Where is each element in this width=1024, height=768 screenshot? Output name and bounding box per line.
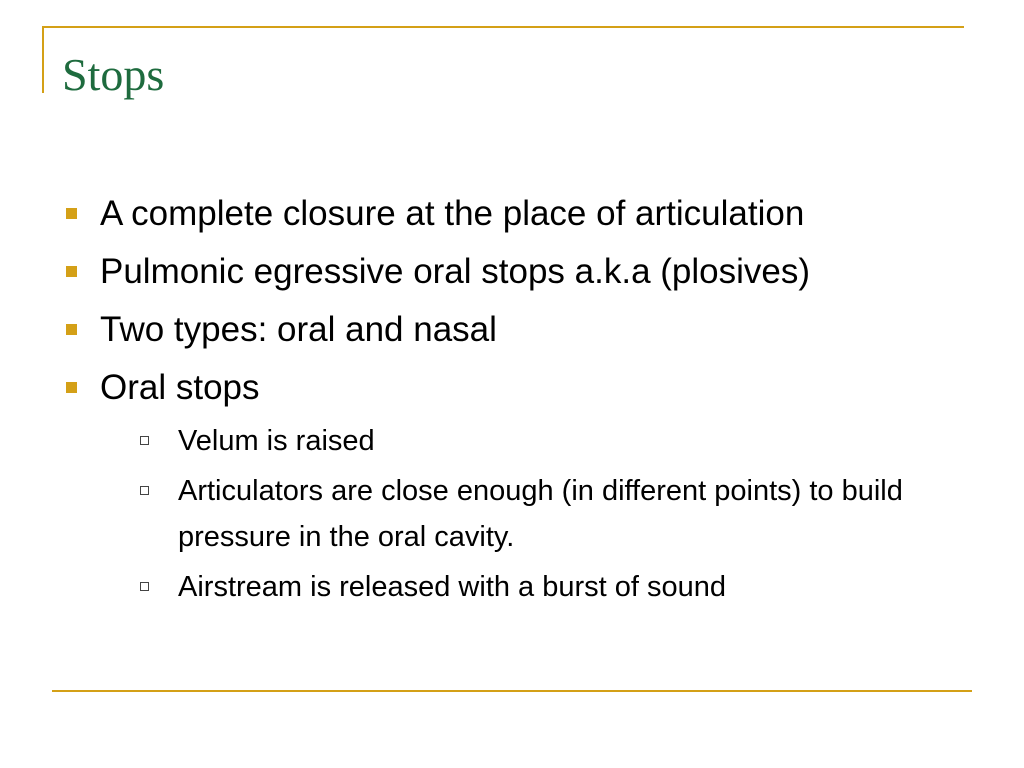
bullet-item	[60, 246, 980, 298]
filled-square-bullet-icon	[66, 208, 77, 219]
filled-square-bullet-icon	[66, 324, 77, 335]
hollow-square-bullet-icon	[140, 486, 149, 495]
bullet-text: Two types: oral and nasal	[100, 310, 497, 349]
slide-title: Stops	[62, 49, 165, 100]
sub-bullet-list	[138, 418, 980, 610]
bullet-list	[60, 188, 980, 616]
bullet-text: Oral stops	[100, 368, 260, 407]
frame-left-rule	[42, 26, 44, 93]
hollow-square-bullet-icon	[140, 582, 149, 591]
bullet-item	[60, 304, 980, 356]
frame-top-rule	[42, 26, 964, 28]
sub-bullet-item	[138, 418, 980, 464]
bullet-item	[60, 188, 980, 240]
bullet-text: Pulmonic egressive oral stops a.k.a (plosives)	[100, 252, 811, 291]
sub-bullet-text: Airstream is released with a burst of sound	[178, 571, 727, 603]
sub-bullet-text: Velum is raised	[178, 425, 375, 457]
frame-bottom-rule	[52, 690, 972, 692]
sub-bullet-item	[138, 564, 980, 610]
bullet-text: A complete closure at the place of articulation	[100, 194, 805, 233]
hollow-square-bullet-icon	[140, 436, 149, 445]
sub-bullet-item	[138, 468, 980, 560]
filled-square-bullet-icon	[66, 382, 77, 393]
filled-square-bullet-icon	[66, 266, 77, 277]
sub-bullet-text: Articulators are close enough (in different points) to build pressure in the oral cavity.	[178, 475, 903, 553]
bullet-item	[60, 362, 980, 610]
